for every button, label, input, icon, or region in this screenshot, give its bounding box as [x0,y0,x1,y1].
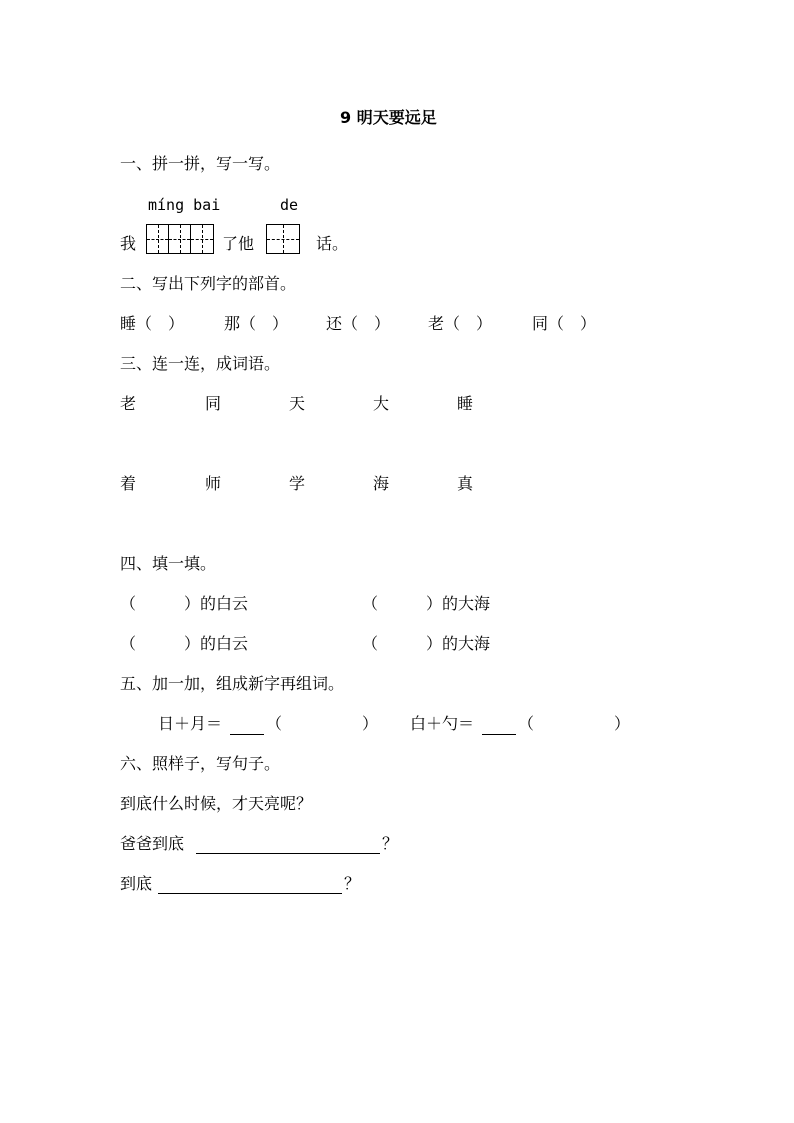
sentence1-prefix: 爸爸到底 [120,834,185,853]
grid-cell[interactable] [169,225,191,253]
match-top-char[interactable]: 睡 [457,394,474,413]
sentence-suffix: 话。 [316,234,349,253]
equation-bai-shao: 白＋勺＝ [410,714,475,733]
sentence-middle: 了他 [222,234,255,253]
fill-item[interactable]: （ ）的大海 [362,594,491,613]
section4-heading: 四、填一填。 [120,554,217,573]
answer-blank-2[interactable] [482,734,516,735]
section2-heading: 二、写出下列字的部首。 [120,274,297,293]
radical-item[interactable]: 那（ ） [224,314,289,333]
match-top-char[interactable]: 同 [205,394,222,413]
match-bottom-char[interactable]: 真 [457,474,474,493]
sentence-prefix: 我 [120,234,137,253]
sentence1-end: ？ [382,834,399,853]
fill-item[interactable]: （ ）的大海 [362,634,491,653]
equation-ri-yue: 日＋月＝ [158,714,223,733]
match-top-char[interactable]: 大 [373,394,390,413]
page-title: 9 明天要远足 [340,108,437,127]
sentence1-blank[interactable] [196,853,380,854]
grid-cell[interactable] [147,225,169,253]
grid-cell[interactable] [191,225,213,253]
pinyin-mingbai: míng bai [148,196,221,214]
answer-blank-1[interactable] [230,734,264,735]
radical-item[interactable]: 睡（ ） [120,314,185,333]
grid-cell[interactable] [267,225,299,253]
radical-item[interactable]: 还（ ） [326,314,391,333]
word-paren-1[interactable]: （ ） [266,714,379,733]
match-bottom-char[interactable]: 师 [205,474,222,493]
match-bottom-char[interactable]: 海 [373,474,390,493]
fill-item[interactable]: （ ）的白云 [120,594,249,613]
writing-grid-mingbai[interactable] [146,224,214,254]
fill-item[interactable]: （ ）的白云 [120,634,249,653]
section5-heading: 五、加一加，组成新字再组词。 [120,674,345,693]
radical-item[interactable]: 同（ ） [532,314,597,333]
radical-item[interactable]: 老（ ） [428,314,493,333]
match-bottom-char[interactable]: 学 [289,474,306,493]
writing-grid-de[interactable] [266,224,300,254]
match-top-char[interactable]: 天 [289,394,306,413]
section3-heading: 三、连一连，成词语。 [120,354,281,373]
section1-heading: 一、拼一拼，写一写。 [120,154,281,173]
example-sentence: 到底什么时候，才天亮呢？ [120,794,313,813]
pinyin-de: de [280,196,299,214]
word-paren-2[interactable]: （ ） [518,714,631,733]
sentence2-blank[interactable] [158,893,342,894]
sentence2-end: ？ [344,874,361,893]
section6-heading: 六、照样子，写句子。 [120,754,281,773]
sentence2-prefix: 到底 [120,874,153,893]
match-top-char[interactable]: 老 [120,394,137,413]
match-bottom-char[interactable]: 着 [120,474,137,493]
